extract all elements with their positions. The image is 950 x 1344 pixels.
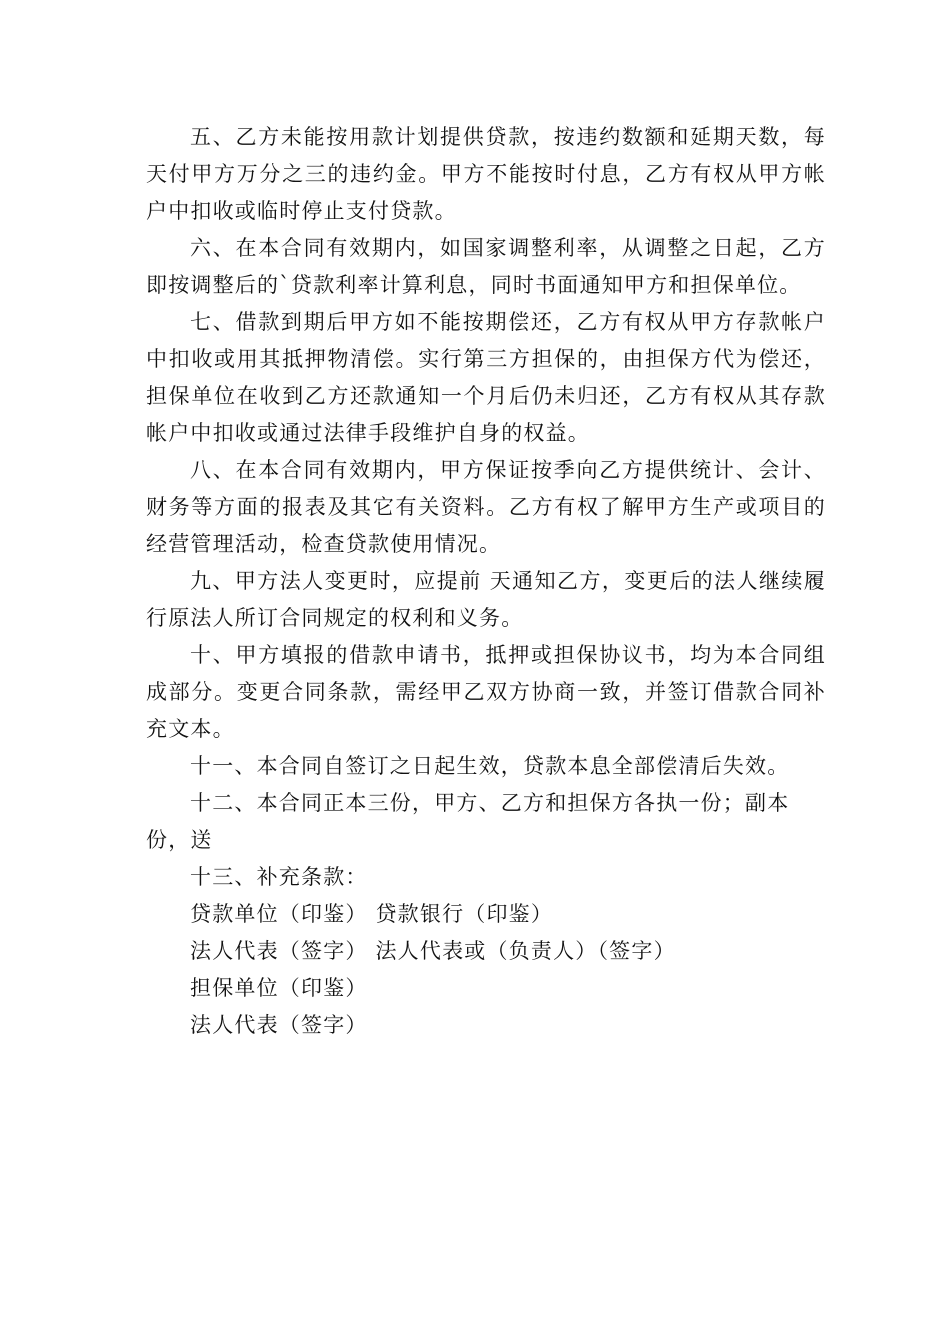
signature-line-legal-representatives: 法人代表（签字） 法人代表或（负责人）（签字） bbox=[190, 939, 676, 963]
clause-6: 六、在本合同有效期内，如国家调整利率，从调整之日起，乙方即按调整后的`贷款利率计算利息，同时书面通知甲方和担保单位。 bbox=[146, 236, 826, 297]
clause-8: 八、在本合同有效期内，甲方保证按季向乙方提供统计、会计、财务等方面的报表及其它有关资料。乙方有权了解甲方生产或项目的经营管理活动，检查贷款使用情况。 bbox=[146, 458, 826, 556]
clause-7: 七、借款到期后甲方如不能按期偿还，乙方有权从甲方存款帐户中扣收或用其抵押物清偿。实行第三方担保的，由担保方代为偿还，担保单位在收到乙方还款通知一个月后仍未归还，乙方有权从其存款帐户中扣收或通过法律手段维护自身的权益。 bbox=[146, 310, 826, 445]
clause-11: 十一、本合同自签订之日起生效，贷款本息全部偿清后失效。 bbox=[190, 754, 790, 778]
contract-body bbox=[146, 119, 826, 1044]
signature-line-guarantor: 担保单位（印鉴） bbox=[190, 976, 368, 1000]
clause-5: 五、乙方未能按用款计划提供贷款，按违约数额和延期天数，每天付甲方万分之三的违约金。甲方不能按时付息，乙方有权从甲方帐户中扣收或临时停止支付贷款。 bbox=[146, 125, 826, 223]
signature-line-guarantor-representative: 法人代表（签字） bbox=[190, 1013, 368, 1037]
clause-13: 十三、补充条款： bbox=[190, 865, 368, 889]
clause-10: 十、甲方填报的借款申请书，抵押或担保协议书，均为本合同组成部分。变更合同条款，需经甲乙双方协商一致，并签订借款合同补充文本。 bbox=[146, 643, 826, 741]
signature-line-borrower-bank: 贷款单位（印鉴） 贷款银行（印鉴） bbox=[190, 902, 554, 926]
clause-9: 九、甲方法人变更时，应提前 天通知乙方，变更后的法人继续履行原法人所订合同规定的权利和义务。 bbox=[146, 569, 826, 630]
clause-12: 十二、本合同正本三份，甲方、乙方和担保方各执一份；副本份，送 bbox=[146, 791, 790, 852]
